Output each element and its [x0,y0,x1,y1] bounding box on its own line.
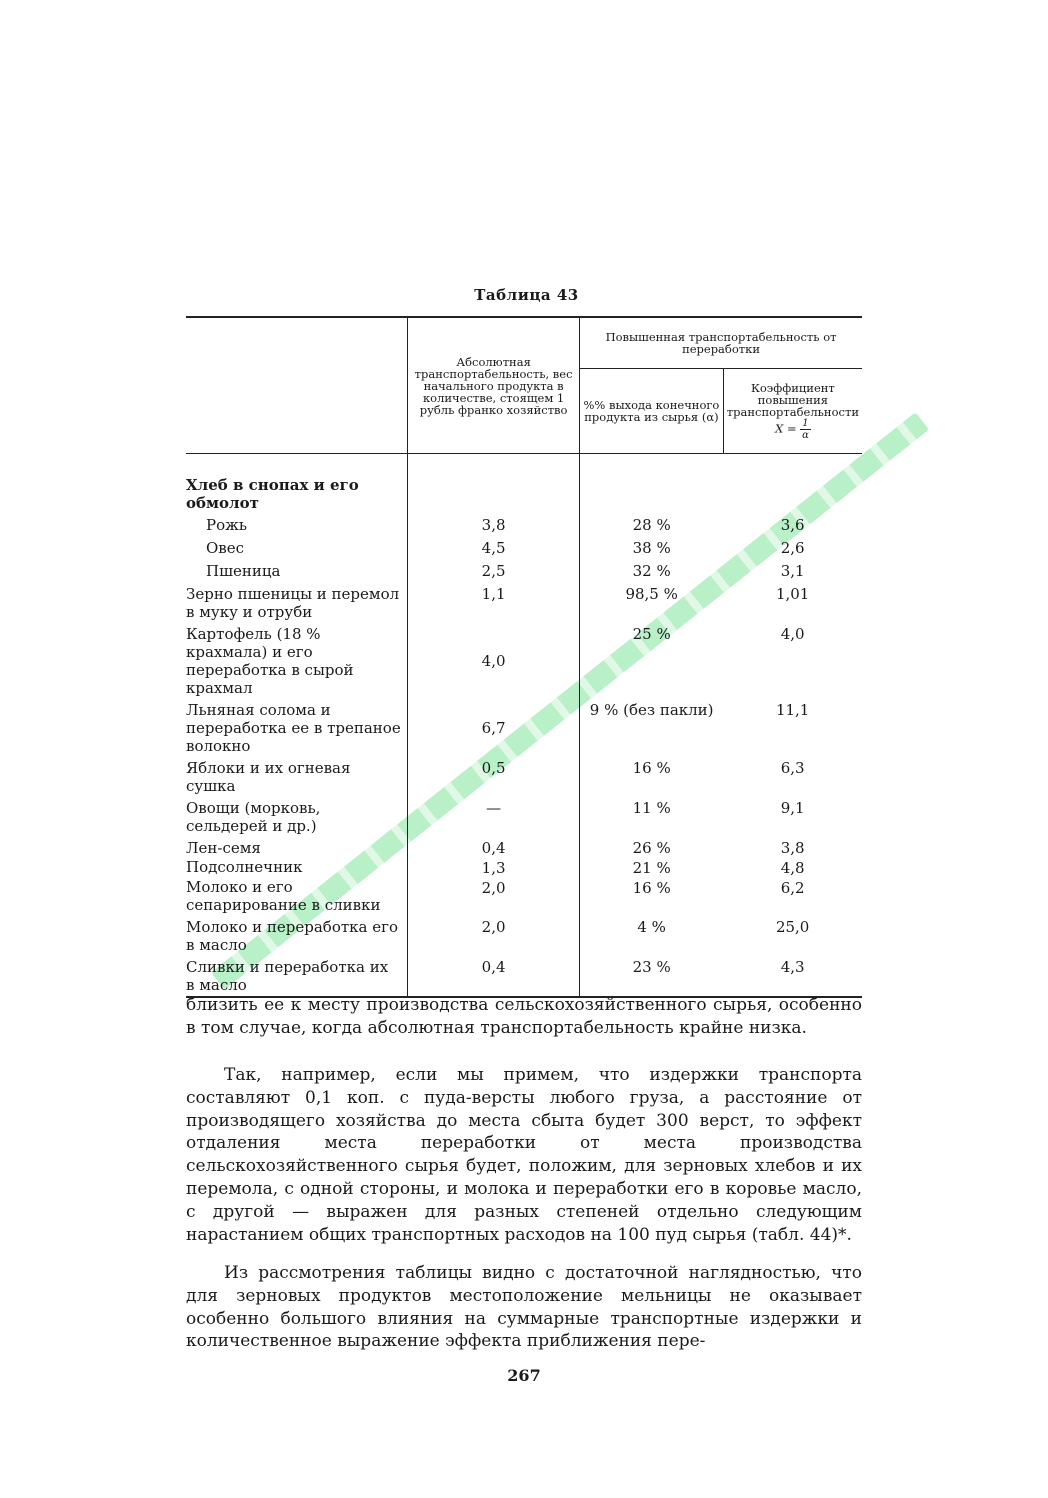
row-yield: 98,5 % [580,581,724,621]
row-name: Яблоки и их огневая сушка [186,759,351,795]
table-row [186,795,862,835]
table-row [186,835,862,858]
row-name: Зерно пшеницы и перемол в муку и отруби [186,585,400,621]
row-coef: 4,8 [780,859,805,877]
row-coef: 9,1 [780,799,805,817]
row-abs: 0,5 [408,755,580,795]
spacer-row [186,454,862,477]
row-abs: 0,4 [408,954,580,997]
formula-numerator: 1 [802,417,809,429]
section-row [186,476,862,512]
row-name: Овощи (морковь, сельдерей и др.) [186,799,321,835]
row-abs: 1,1 [408,581,580,621]
row-yield: 21 % [580,858,724,878]
row-name: Лен-семя [186,839,261,857]
row-abs: 6,7 [408,697,580,755]
row-abs: 4,0 [408,621,580,697]
row-coef: 4,0 [780,625,805,643]
row-name: Молоко и переработка его в масло [186,918,398,954]
row-coef: 3,6 [780,516,805,534]
row-name: Подсолнечник [186,858,303,876]
row-coef: 3,1 [780,562,805,580]
table-row [186,954,862,997]
row-name: Сливки и переработка их в масло [186,958,389,994]
row-yield: 28 % [580,512,724,535]
table-row [186,697,862,755]
row-coef: 11,1 [775,701,810,719]
row-abs: 0,4 [408,835,580,858]
row-abs: 2,5 [408,558,580,581]
page-number: 267 [507,1366,541,1385]
table-caption: Таблица 43 [474,286,579,304]
paragraph-3: Из рассмотрения таблицы видно с достаточной наглядностью, что для зерновых продуктов местоположение мельницы не оказывает особенно большого влияния на суммарные транспортные издержки и количественное выражение эффекта приближения пере- [186,1263,862,1352]
header-yield: %% выхода конечного продукта из сырья (α) [580,369,724,454]
row-yield: 23 % [580,954,724,997]
header-coef [723,369,862,454]
row-coef: 1,01 [775,585,810,603]
formula-denominator: α [802,429,809,441]
row-coef: 2,6 [780,539,805,557]
row-coef: 25,0 [775,918,810,936]
table-row [186,755,862,795]
row-yield: 16 % [580,755,724,795]
table-row [186,621,862,697]
header-coef-label: Коэффициент повышения транспортабельности [726,380,859,419]
table-row [186,858,862,878]
row-yield: 16 % [580,878,724,914]
paragraph-2: Так, например, если мы примем, что издержки транспорта составляют 0,1 коп. с пуда-версты любого груза, а расстояние от производящего хозяйства до места сбыта будет 300 верст, то эффект отдаления места переработки от места производства сельскохозяйственного сырья будет, положим, для зерновых хлебов и их перемола, с одной стороны, и молока и переработки его в коровье масло, с другой — выражен для разных степеней отдельно следующим нарастанием общих транспортных расходов на 100 пуд сырья (табл. 44)*. [186,1065,862,1245]
row-name: Овес [206,539,245,557]
header-row-1 [186,317,862,369]
table-row [186,512,862,535]
row-abs: 4,5 [408,535,580,558]
row-yield: 26 % [580,835,724,858]
paragraph-1: близить ее к месту производства сельскохозяйственного сырья, особенно в том случае, когда абсолютная транспортабельность крайне низка. [186,995,862,1038]
table-row [186,558,862,581]
table-row [186,535,862,558]
row-yield: 32 % [580,558,724,581]
row-yield: 25 % [580,621,724,697]
header-group: Повышенная транспортабельность от переработки [580,317,862,369]
table-row [186,581,862,621]
row-yield: 11 % [580,795,724,835]
row-name: Молоко и его сепарирование в сливки [186,878,381,914]
row-coef: 4,3 [780,958,805,976]
table-row [186,878,862,914]
row-coef: 6,3 [780,759,805,777]
section-heading: Хлеб в снопах и его обмолот [186,476,359,512]
row-abs: 3,8 [408,512,580,535]
row-abs: 2,0 [408,914,580,954]
table-43 [186,316,862,998]
row-name: Пшеница [206,562,281,580]
row-abs: 2,0 [408,878,580,914]
table-row [186,914,862,954]
header-absolute: Абсолютная транспортабельность, вес начального продукта в количестве, стоящем 1 рубль франко хозяйство [408,317,580,454]
row-name: Картофель (18 % крахмала) и его переработка в сырой крахмал [186,625,354,697]
formula-lhs: X = [775,421,797,435]
row-coef: 6,2 [780,879,805,897]
header-empty-cell [186,317,408,454]
row-yield: 4 % [580,914,724,954]
row-name: Льняная солома и переработка ее в трепаное волокно [186,701,401,755]
row-name: Рожь [206,516,248,534]
row-abs: 1,3 [408,858,580,878]
row-abs: — [408,795,580,835]
row-yield: 9 % (без пакли) [580,697,724,755]
formula-fraction [800,418,810,441]
row-yield: 38 % [580,535,724,558]
row-coef: 3,8 [780,839,805,857]
